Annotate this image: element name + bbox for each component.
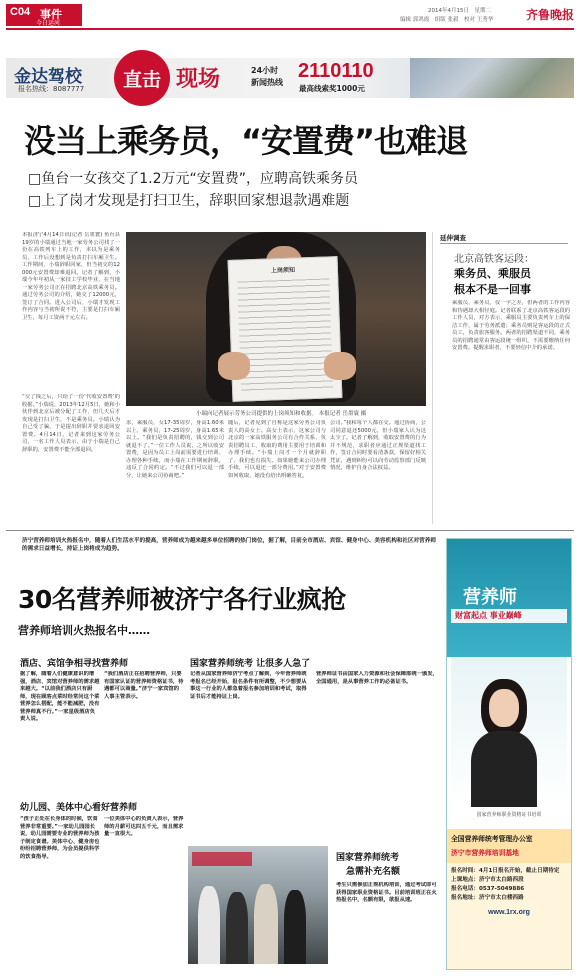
zhiji-badge-text: 直击 <box>122 68 161 91</box>
ad-org-sub: 济宁市营养师培训基地 <box>451 849 519 857</box>
hotline-caption-1: 24小时 <box>251 66 279 75</box>
s3-title: 幼儿园、美体中心看好营养师 <box>20 803 138 813</box>
photo2-crowd-2 <box>226 892 248 964</box>
editor-line: 编辑 郭鸿霞 组版 张毅 校对 王秀华 <box>400 17 494 23</box>
story1-photo <box>126 232 426 406</box>
model-body <box>471 731 537 807</box>
photo-hand-right <box>324 352 356 380</box>
story2-subtitle: 营养师培训火热报名中…… <box>18 624 150 637</box>
page-code: C04 <box>10 6 31 18</box>
section-sub: 今日运河 <box>36 20 61 27</box>
s1-title: 酒店、宾馆争相寻找营养师 <box>20 659 129 669</box>
model-face <box>489 689 519 727</box>
story1-headline: 没当上乘务员，“安置费”也难退 <box>24 122 468 160</box>
photo2-sign <box>192 852 252 866</box>
story2-intro: 济宁营养师培训火热报名中，随着人们生活水平的提高，营养师成为越来越多单位招聘的热门岗位，据了解，目前全市酒店、宾馆、健身中心、美容机构和社区对营养师的需求日益增长，持证上岗将成为趋势。 <box>22 538 436 552</box>
story1-subheadline-2: □上了岗才发现是打扫卫生，辞职回家想退款遇难题 <box>28 193 350 209</box>
s3-body-2: 一位美体中心的负责人表示，营养师的月薪可达四五千元，而且需求量一直很大。 <box>104 816 184 837</box>
story2-photo <box>188 846 328 964</box>
notice-title: 上岗须知 <box>270 266 296 275</box>
ad-line-1: 报名时间：4月1日报名开始，截止日期待定 <box>451 868 560 874</box>
ad-url[interactable]: www.1rx.org <box>488 909 530 916</box>
date-line: 2014年4月15日 星期二 <box>428 8 491 14</box>
s2-title: 国家营养师统考 让很多人急了 <box>190 659 311 669</box>
s4-title: 国家营养师统考 <box>336 853 400 863</box>
newspaper-logo: 齐鲁晚报 <box>526 8 575 22</box>
s4-title-2: 急需补充名额 <box>346 867 401 877</box>
sidebar-title-2: 乘务员、乘服员 <box>454 267 531 280</box>
story1-column-4: 随后，记者见到了自称是这家劳务公司负责人的高女士。高女士表示，这家公司与北京的一家高铁服务公司有合作关系，负责招聘员工，收取的费用主要用于培训和办理手续。“小瑞上岗才一个月就辞职了，我们也有损失。如果她能来公司办理手续，可以退还一部分费用。”对于安置费如何收取，她没有给出明确答复。 <box>228 420 326 479</box>
ad-line-2: 上课地点：济宁市太白路西段 <box>451 877 524 883</box>
notice-lines <box>237 278 333 391</box>
photo2-crowd-3 <box>254 884 278 964</box>
story1-subheadline-1: □鱼台一女孩交了1.2万元“安置费”，应聘高铁乘务员 <box>28 171 358 187</box>
sidebar-rule <box>432 232 433 524</box>
s2-body: 记者从国家营养师济宁考点了解到，今年营养师统考报名已经开始，报名条件有所调整，不少想要从事这一行业的人都急着报名参加培训和考试，取得证书后才能持证上岗。 <box>190 671 307 700</box>
story1-column-2: “交了钱之后，只给了一份‘代收安置费’的收据。”小瑞说，2013年12月5日，她和小伙伴到北京后被分配了工作，但几天后才发现是打扫卫生，不是乘务员。小瑞认为自己受了骗，于是提出辞职并要求退回安置费。4月14日，记者来到这家劳务公司，一名工作人员表示，由于小瑞是自己辞职的，安置费不能全部退回。 <box>22 394 120 453</box>
live-word: 现场 <box>176 67 221 92</box>
nutritionist-ad <box>446 538 572 970</box>
hotline-reward: 最高线索奖1000元 <box>299 84 365 93</box>
ad-small: 国家营养师职业资格证书培训 <box>476 812 542 818</box>
sidebar-title-1: 北京高铁客运段： <box>454 254 534 265</box>
photo-caption: 小瑞向记者展示劳务公司提供的上岗须知和收据。 本报记者 岳墨寰 摄 <box>196 411 367 417</box>
s2-body-2: 营养师证书由国家人力资源和社会保障部统一颁发，全国通用，是从事营养工作的必备证书。 <box>316 671 438 685</box>
driving-school-phone: 报名热线：8087777 <box>18 85 85 93</box>
sidebar-title-3: 根本不是一回事 <box>454 283 531 296</box>
s3-body: “孩子正处在长身体的时候，饮食营养非常重要。”一家幼儿园园长说，幼儿园需要专业的营养师为孩子制定食谱。美体中心、健身房也纷纷招聘营养师，为会员提供科学的饮食指导。 <box>20 816 100 860</box>
ad-line-3: 报名电话：0537-5049886 <box>451 886 525 892</box>
zhiji-badge <box>114 50 170 106</box>
photo2-crowd-1 <box>198 886 220 964</box>
s4-body: 考生只需参加正规机构培训，通过考试即可获得国家职业资格证书。目前培训班正在火热报名中，名额有限，欲报从速。 <box>336 882 437 903</box>
story1-column-3: 求，乘服员，女17-35周岁，身高1.60米以上，乘务员，17-25周岁，身高1.65米以上。“我们是负责招聘的，钱交到公司就退不了。”一位工作人员说，之所以收安置费，是因为员工上岗前需要进行培训、办理各种手续，而小瑞在工作期间辞职，违反了合同约定。“不过我们可以退一部分，让她来公司协商吧。” <box>126 420 224 479</box>
story2-headline: 30名营养师被济宁各行业疯抢 <box>18 585 346 614</box>
sidebar-body: 乘服员、乘务员，仅一字之差，但两者的工作内容和待遇却大相径庭。记者联系了北京高铁客运段的工作人员，对方表示，乘服员主要负责列车上的保洁工作，属于劳务派遣；乘务员则是客运段的正式员工，负责旅客服务。两者的招聘渠道不同，乘务员的招聘通常由客运段统一组织，不需要缴纳任何安置费。提醒求职者，不要轻信中介的承诺。 <box>452 300 570 351</box>
hotline-number: 2110110 <box>298 60 374 82</box>
sidebar-tag: 延伸调查 <box>440 234 466 242</box>
story1-column-5: 公司。”我和每个人都在交。通过协商，公司同意退还5000元，但小瑞家人认为这太少了。记者了解到，收取安置费的行为并不规范，求职者应通过正规渠道找工作，签订合同时要看清条款，保留好相关凭证，遇到纠纷可以向劳动监察部门反映情况，维护自身合法权益。 <box>330 420 426 471</box>
ad-info <box>447 863 571 970</box>
page-code-block <box>6 4 82 26</box>
photo-hand-left <box>218 352 250 380</box>
hotline-caption-2: 新闻热线 <box>251 78 283 87</box>
header-rule <box>6 28 574 30</box>
ad-org-bar <box>447 829 571 863</box>
story1-column-1: 本报济宁4月14日讯(记者 岳墨寰) 鱼台县19岁的小瑞通过当地一家劳务公司找了一份在高铁列车上的工作，本以为是乘务员，工作后没想到是负责打扫车厢卫生。工作期间，小瑞辞职回家，但当初交的12000元安置费却难退回。记者了解到，小瑞今年年初从一家技工学校毕业，在当地一家劳务公司正在招聘北京高铁乘务员。通过劳务公司的介绍，她交了12000元，签订了合同。进入公司后，小瑞才发现工作内容与当初所说不符，主要是打扫车厢卫生，每月工资两千元左右。 <box>22 232 120 321</box>
photo2-crowd-4 <box>284 890 306 964</box>
section-name: 事件 <box>40 8 62 21</box>
driving-school-name: 金达驾校 <box>14 67 82 87</box>
ad-model <box>451 657 567 807</box>
notice-document <box>228 256 343 402</box>
ad-org-title: 全国营养师统考管理办公室 <box>451 835 533 843</box>
ad-slogan: 财富起点 事业巅峰 <box>455 611 522 620</box>
ad-top <box>447 539 571 657</box>
s1-body: 据了解，随着人们健康意识的增强，酒店、宾馆对营养师的需求越来越大。“以前我们酒店只有厨师，现在顾客点菜时经常问这个菜营养怎么搭配，能不能减肥，没有营养师真不行。”一家星级酒店负责人说。 <box>20 671 100 722</box>
page-header <box>0 0 580 30</box>
section-divider <box>6 530 574 531</box>
banner-photo <box>410 58 574 98</box>
ad-line-4: 报名地址：济宁市太白楼西路 <box>451 895 524 901</box>
s1-body-2: “我们酒店正在招聘营养师，只要有国家认证的营养师资格证书，待遇都可以商量。”济宁一家宾馆的人事主管表示。 <box>104 671 184 700</box>
banner <box>6 58 574 98</box>
sidebar-tag-line <box>440 243 568 244</box>
ad-title: 营养师 <box>463 587 517 608</box>
